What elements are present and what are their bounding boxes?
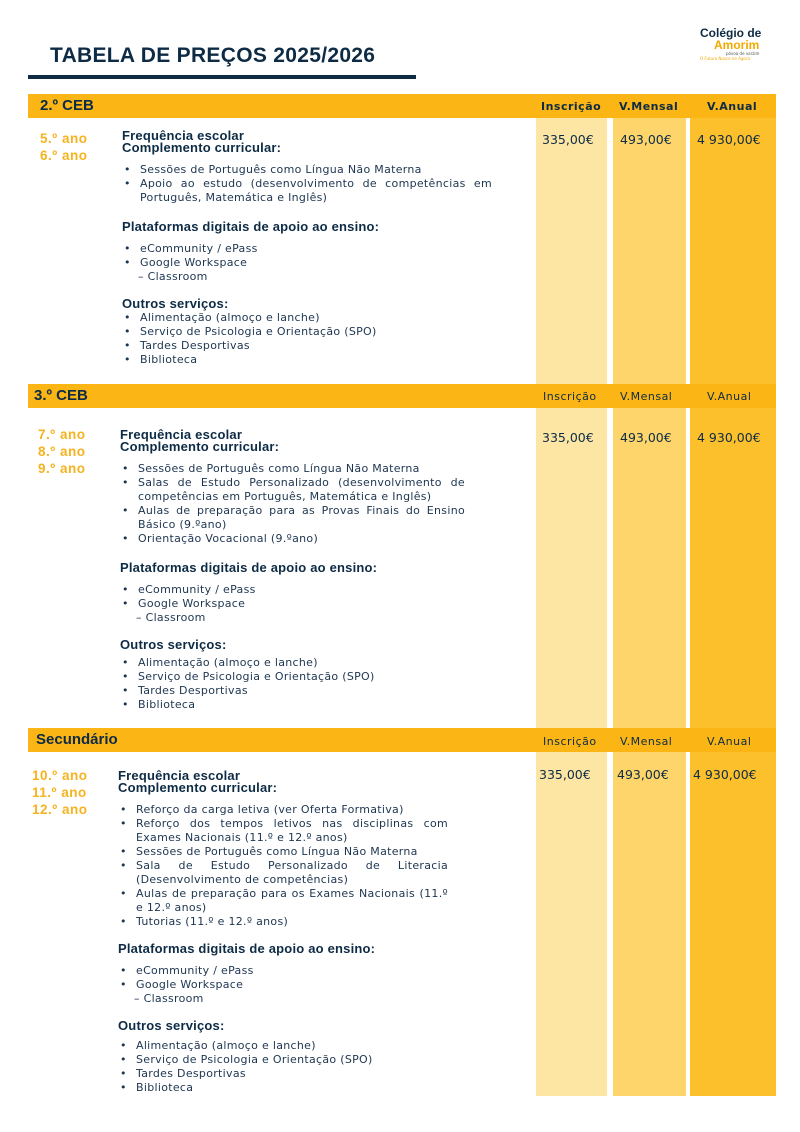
price-mensal: 493,00€ <box>617 767 669 782</box>
header-anual: V.Anual <box>707 100 758 113</box>
list-item: • Aulas de preparação para as Provas Finais do Ensino Básico (9.ºano) <box>120 504 465 532</box>
heading-frequencia: Frequência escolar <box>120 427 243 442</box>
platforms-list <box>120 583 530 611</box>
services-list <box>118 1039 528 1095</box>
list-item: • Google Workspace <box>120 597 530 611</box>
list-item: • Reforço da carga letiva (ver Oferta Formativa) <box>118 803 448 817</box>
heading-complemento: Complemento curricular: <box>120 439 280 454</box>
list-item: • eCommunity / ePass <box>122 242 532 256</box>
services-list <box>120 656 530 712</box>
header-anual: V.Anual <box>707 390 752 403</box>
list-item: • Serviço de Psicologia e Orientação (SPO) <box>120 670 530 684</box>
year-label: 11.º ano <box>32 785 87 800</box>
year-label: 6.º ano <box>40 148 88 163</box>
page-title: TABELA DE PREÇOS 2025/2026 <box>50 44 376 67</box>
header-anual: V.Anual <box>707 735 752 748</box>
list-item: • Alimentação (almoço e lanche) <box>122 311 532 325</box>
price-anual: 4 930,00€ <box>697 430 761 445</box>
heading-servicos: Outros serviços: <box>122 296 229 311</box>
price-anual: 4 930,00€ <box>697 132 761 147</box>
section-content <box>118 770 528 1095</box>
platforms-list <box>122 242 532 270</box>
section-content <box>122 130 532 367</box>
curricular-list <box>118 803 448 929</box>
platform-subitem: – Classroom <box>134 992 204 1005</box>
heading-servicos: Outros serviços: <box>120 637 227 652</box>
logo-line-3: póvoa de varzim <box>726 51 760 56</box>
price-mensal: 493,00€ <box>620 430 672 445</box>
logo-line-2: Amorim <box>714 38 760 52</box>
heading-frequencia: Frequência escolar <box>118 768 241 783</box>
list-item: • Serviço de Psicologia e Orientação (SPO) <box>118 1053 528 1067</box>
heading-plataformas: Plataformas digitais de apoio ao ensino: <box>120 560 378 575</box>
list-item: • Google Workspace <box>118 978 528 992</box>
list-item: • Sessões de Português como Língua Não Materna <box>120 462 465 476</box>
section-title: Secundário <box>36 731 118 748</box>
list-item: • Salas de Estudo Personalizado (desenvolvimento de competências em Português, Matemática e Inglês) <box>120 476 465 504</box>
years-list <box>40 130 87 164</box>
list-item: • Tutorias (11.º e 12.º anos) <box>118 915 448 929</box>
heading-plataformas: Plataformas digitais de apoio ao ensino: <box>118 941 376 956</box>
school-logo <box>700 27 772 61</box>
list-item: • Biblioteca <box>122 353 532 367</box>
anual-column-bg <box>690 728 776 1096</box>
header-mensal: V.Mensal <box>620 390 673 403</box>
curricular-list <box>122 163 492 205</box>
title-underline <box>28 75 416 79</box>
year-label: 9.º ano <box>38 461 86 476</box>
price-inscricao: 335,00€ <box>542 430 594 445</box>
list-item: • eCommunity / ePass <box>120 583 530 597</box>
list-item: • Apoio ao estudo (desenvolvimento de competências em Português, Matemática e Inglês) <box>122 177 492 205</box>
years-list <box>38 426 85 477</box>
list-item: • Sala de Estudo Personalizado de Literacia (Desenvolvimento de competências) <box>118 859 448 887</box>
curricular-list <box>120 462 465 546</box>
platform-subitem: – Classroom <box>138 270 208 283</box>
list-item: • Biblioteca <box>120 698 530 712</box>
inscricao-column-bg <box>536 728 607 1096</box>
list-item: • Biblioteca <box>118 1081 528 1095</box>
logo-line-1: Colégio de <box>700 26 762 40</box>
section-content <box>120 429 530 712</box>
list-item: • Sessões de Português como Língua Não Materna <box>122 163 492 177</box>
year-label: 10.º ano <box>32 768 88 783</box>
heading-complemento: Complemento curricular: <box>118 780 278 795</box>
year-label: 8.º ano <box>38 444 86 459</box>
heading-servicos: Outros serviços: <box>118 1018 225 1033</box>
header-inscricao: Inscrição <box>543 735 597 748</box>
section-title: 2.º CEB <box>40 97 94 114</box>
heading-frequencia: Frequência escolar <box>122 128 245 143</box>
list-item: • Sessões de Português como Língua Não Materna <box>118 845 448 859</box>
year-label: 7.º ano <box>38 427 86 442</box>
list-item: • Google Workspace <box>122 256 532 270</box>
price-mensal: 493,00€ <box>620 132 672 147</box>
list-item: • eCommunity / ePass <box>118 964 528 978</box>
header-mensal: V.Mensal <box>620 735 673 748</box>
list-item: • Alimentação (almoço e lanche) <box>118 1039 528 1053</box>
header-mensal: V.Mensal <box>619 100 679 113</box>
years-list <box>32 767 87 818</box>
list-item: • Tardes Desportivas <box>122 339 532 353</box>
list-item: • Alimentação (almoço e lanche) <box>120 656 530 670</box>
heading-plataformas: Plataformas digitais de apoio ao ensino: <box>122 219 380 234</box>
header-inscricao: Inscrição <box>541 100 602 113</box>
platform-subitem: – Classroom <box>136 611 206 624</box>
mensal-column-bg <box>613 728 686 1096</box>
logo-tagline: O Futuro Nasce no Agora <box>700 56 750 61</box>
platforms-list <box>118 964 528 992</box>
year-label: 5.º ano <box>40 131 88 146</box>
year-label: 12.º ano <box>32 802 88 817</box>
list-item: • Orientação Vocacional (9.ºano) <box>120 532 465 546</box>
list-item: • Reforço dos tempos letivos nas disciplinas com Exames Nacionais (11.º e 12.º anos) <box>118 817 448 845</box>
price-anual: 4 930,00€ <box>693 767 757 782</box>
services-list <box>122 311 532 367</box>
list-item: • Tardes Desportivas <box>118 1067 528 1081</box>
price-inscricao: 335,00€ <box>539 767 591 782</box>
list-item: • Serviço de Psicologia e Orientação (SPO) <box>122 325 532 339</box>
section-title: 3.º CEB <box>34 387 88 404</box>
heading-complemento: Complemento curricular: <box>122 140 282 155</box>
price-inscricao: 335,00€ <box>542 132 594 147</box>
list-item: • Aulas de preparação para os Exames Nacionais (11.º e 12.º anos) <box>118 887 448 915</box>
header-inscricao: Inscrição <box>543 390 597 403</box>
list-item: • Tardes Desportivas <box>120 684 530 698</box>
